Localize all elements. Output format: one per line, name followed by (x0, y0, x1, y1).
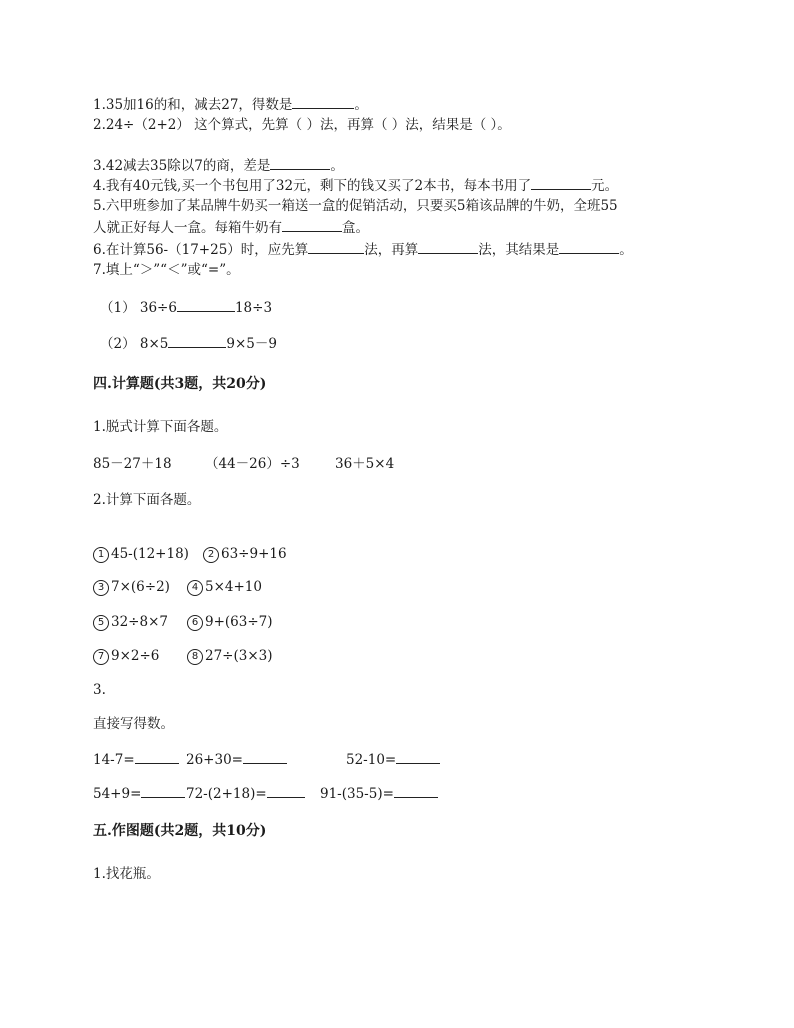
calc-item (93, 647, 159, 665)
oral-calc-expression: 91-(35-5)= (320, 786, 394, 802)
calc-expression: 5×4+10 (205, 579, 262, 595)
calc-item (187, 647, 273, 665)
oral-calc-item (93, 750, 179, 769)
calc-expression: 9+(63÷7) (205, 614, 273, 630)
calc-item (187, 578, 262, 596)
question-2-text: 2.24÷（2+2） 这个算式，先算（ ）法，再算（ ）法，结果是（ ）。 (93, 117, 511, 133)
answer-blank[interactable] (396, 750, 440, 764)
section-4-q1: 1.脱式计算下面各题。 (93, 419, 228, 435)
question-3-end: 。 (330, 158, 344, 174)
question-5-line-2 (93, 218, 369, 237)
compare-item-2 (100, 334, 277, 353)
calc-expression: 27÷(3×3) (205, 648, 273, 664)
answer-blank[interactable] (282, 218, 342, 232)
oral-calc-expression: 72-(2+18)= (186, 786, 267, 802)
question-2 (93, 116, 511, 134)
oral-calc-expression: 14-7= (93, 752, 135, 768)
answer-blank[interactable] (559, 240, 619, 254)
compare-left: （1） 36÷6 (100, 300, 177, 316)
calc-item (93, 578, 170, 596)
oral-calc-expression: 54+9= (93, 786, 142, 802)
section-4-q2: 2.计算下面各题。 (93, 492, 201, 508)
oral-calc-expression: 26+30= (186, 752, 243, 768)
calc-expression: 45-(12+18) (111, 546, 189, 562)
calc-item (93, 613, 168, 631)
oral-calc-item (186, 784, 305, 803)
question-5-line-1 (93, 197, 618, 215)
question-3 (93, 156, 344, 175)
question-1-end: 。 (354, 97, 368, 113)
oral-calc-item (320, 784, 438, 803)
answer-blank[interactable] (394, 784, 438, 798)
question-6-end: 。 (619, 242, 633, 258)
section-4-q3: 直接写得数。 (93, 716, 174, 732)
circled-number: 2 (203, 547, 219, 563)
circled-number: 5 (93, 615, 109, 631)
circled-number: 3 (93, 580, 109, 596)
compare-right: 18÷3 (234, 300, 273, 316)
circled-number: 4 (187, 580, 203, 596)
compare-right: 9×5－9 (226, 336, 277, 352)
oral-calc-expression: 52-10= (346, 752, 397, 768)
circled-number: 6 (187, 615, 203, 631)
question-7 (93, 261, 240, 279)
expression-2: （44－26）÷3 (205, 456, 300, 472)
question-6-text-1: 6.在计算56-（17+25）时，应先算 (93, 242, 309, 258)
question-1-text: 1.35加16的和，减去27，得数是 (93, 97, 293, 113)
oral-calc-item (346, 750, 440, 769)
question-5-end: 盒。 (342, 220, 369, 236)
answer-blank[interactable] (270, 156, 330, 170)
section-4-title: 四.计算题(共3题，共20分) (93, 376, 267, 392)
answer-blank[interactable] (141, 784, 185, 798)
question-6-text-2: 法，再算 (364, 242, 419, 258)
question-6 (93, 240, 633, 259)
compare-blank[interactable] (177, 298, 235, 312)
calc-item (187, 613, 273, 631)
answer-blank[interactable] (267, 784, 305, 798)
calc-item (203, 545, 287, 563)
expression-1: 85－27＋18 (93, 456, 172, 472)
question-4-text: 4.我有40元钱,买一个书包用了32元，剩下的钱又买了2本书，每本书用了 (93, 178, 532, 194)
answer-blank[interactable] (308, 240, 364, 254)
answer-blank[interactable] (531, 176, 591, 190)
circled-number: 1 (93, 547, 109, 563)
question-7-text: 7.填上“＞”“＜”或“=”。 (93, 262, 240, 278)
answer-blank[interactable] (418, 240, 478, 254)
answer-blank[interactable] (135, 750, 179, 764)
question-4 (93, 176, 618, 195)
section-4-q3-number: 3. (93, 682, 106, 698)
section-5-title: 五.作图题(共2题，共10分) (93, 823, 267, 839)
question-6-text-3: 法，其结果是 (478, 242, 560, 258)
calc-expression: 63÷9+16 (221, 546, 287, 562)
calc-item (93, 545, 189, 563)
calc-expression: 32÷8×7 (111, 614, 168, 630)
compare-item-1 (100, 298, 272, 317)
section-5-q1: 1.找花瓶。 (93, 866, 160, 882)
oral-calc-item (186, 750, 287, 769)
question-5-text-1: 5.六甲班参加了某品牌牛奶买一箱送一盒的促销活动，只要买5箱该品牌的牛奶，全班55 (93, 198, 618, 214)
circled-number: 7 (93, 649, 109, 665)
expression-3: 36＋5×4 (335, 456, 395, 472)
question-1 (93, 95, 368, 114)
answer-blank[interactable] (292, 95, 354, 109)
oral-calc-item (93, 784, 185, 803)
circled-number: 8 (187, 649, 203, 665)
calc-expression: 9×2÷6 (111, 648, 160, 664)
compare-blank[interactable] (168, 334, 226, 348)
question-5-text-2: 人就正好每人一盒。每箱牛奶有 (93, 220, 282, 236)
question-3-text: 3.42减去35除以7的商，差是 (93, 158, 271, 174)
question-4-end: 元。 (591, 178, 619, 194)
answer-blank[interactable] (243, 750, 287, 764)
calc-expression: 7×(6÷2) (111, 579, 170, 595)
compare-left: （2） 8×5 (100, 336, 169, 352)
